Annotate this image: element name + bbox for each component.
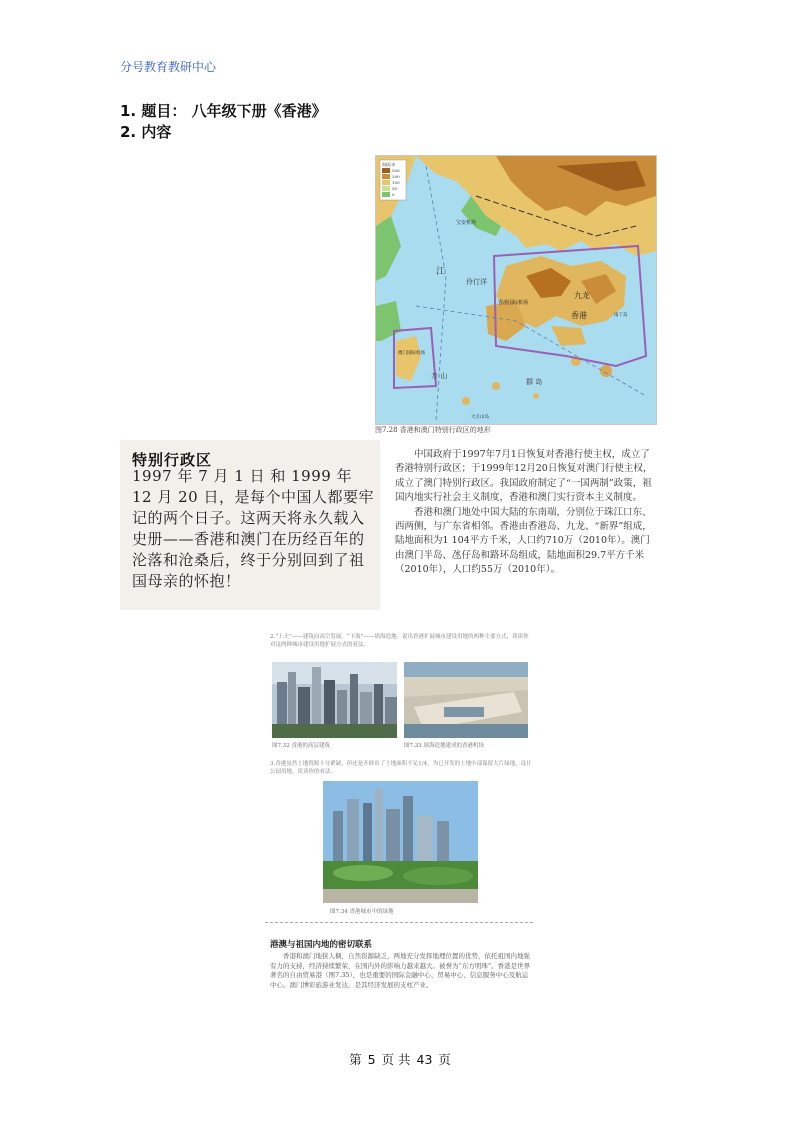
page-number: 5	[367, 1052, 376, 1067]
photo-reclaimed-airport	[404, 662, 528, 738]
special-region-right	[395, 448, 657, 578]
map-label-nanyue: 南丫岛	[614, 313, 628, 318]
map-label-lingding: 伶仃洋	[466, 278, 487, 286]
map-caption: 图7.28 香港和澳门特别行政区的地形	[375, 426, 491, 434]
legend-value: 500	[392, 168, 400, 173]
hk-macau-terrain-map	[375, 155, 657, 425]
right-paragraph-2: 香港和澳门地处中国大陆的东南端，分别位于珠江口东、西两侧，与广东省相邻。香港由香港岛、九龙、“新界”组成，陆地面积为1 104平方千米，人口约710万（2010年）。澳门由澳门半岛、氹仔岛和路环岛组成，陆地面积29.7平方千米（2010年），人口约55万（2010年）。	[395, 506, 652, 576]
special-region-body: 1997 年 7 月 1 日 和 1999 年 12 月 20 日，是每个中国人都要牢记的两个日子。这两天将永久载入史册——香港和澳门在历经百年的沦落和沧桑后，终于分别回到了祖国母亲的怀抱！	[132, 467, 374, 590]
footer-mid: 页 共	[381, 1052, 411, 1067]
map-legend-title: 海拔/米	[382, 162, 396, 167]
question-2-text: 2.“上天”——建筑向高空发展。“下海”——填海造地。说出香港扩展城市建设用地的两种主要方式，谈谈你对这两种城市建设用地扩展方式的看法。	[270, 634, 529, 648]
map-label-yuanshan: 大万山岛	[471, 415, 489, 420]
map-label-baoan: 宝安机场	[456, 220, 477, 226]
map-drawing	[376, 156, 656, 424]
content-heading: 2. 内容	[120, 123, 172, 141]
legend-value: 0	[392, 192, 395, 197]
legend-value: 100	[392, 180, 400, 185]
map-label-wanshan: 万 山	[431, 372, 448, 380]
footer-prefix: 第	[349, 1052, 362, 1067]
header-org: 分号教育教研中心	[120, 60, 217, 74]
caption-high-rise: 图7.32 香港的高层建筑	[272, 743, 330, 749]
page-footer	[0, 1050, 800, 1068]
legend-value: 50	[392, 186, 398, 191]
topic-heading: 1. 题目： 八年级下册《香港》	[120, 102, 327, 120]
question-3-text: 3.香港虽然土地资源十分紧缺，但还是开辟出了土地面积不足1/4，为已开发的土地中部保留大片绿地，设计公园用地，谈谈你的看法。	[270, 761, 532, 775]
legend-value: 200	[392, 174, 400, 179]
caption-greenland: 图7.34 香港城市中的绿地	[330, 909, 394, 915]
special-region-title: 特别行政区	[132, 451, 213, 469]
right-paragraph-1: 中国政府于1997年7月1日恢复对香港行使主权，成立了香港特别行政区；于1999年12月20日恢复对澳门行使主权，成立了澳门特别行政区。我国政府制定了“一国两制”政策，祖国内地实行社会主义制度，香港和澳门实行资本主义制度。	[395, 449, 653, 504]
photo-city-greenland	[323, 781, 478, 903]
footer-suffix: 页	[438, 1052, 451, 1067]
section-divider	[265, 922, 533, 923]
map-label-macau-airport: 澳门国际机场	[398, 351, 425, 356]
photo-high-rise-buildings	[272, 662, 397, 738]
caption-airport: 图7.33 填海造地建成的香港机场	[404, 743, 484, 749]
map-label-qundao: 群 岛	[526, 378, 543, 386]
map-label-river: 江	[436, 267, 446, 277]
map-label-hk: 香港	[571, 311, 587, 320]
total-pages: 43	[416, 1052, 433, 1067]
map-label-kowloon: 九龙	[574, 291, 590, 300]
map-label-hk-airport: 香港国际机场	[498, 300, 529, 306]
section-body: 香港和澳门地狭人稠，自然资源缺乏，两地充分发挥地理位置的优势，依托祖国内地强有力的支持，经济持续繁荣，在国内外的影响力越来越大。被誉为“东方明珠”。香港是世界著名的自由贸易港（图7.35），也是重要的国际金融中心、贸易中心、信息服务中心及航运中心。澳门博彩旅游业发达，是其经济发展的支柱产业。	[270, 952, 531, 989]
section-title: 港澳与祖国内地的密切联系	[270, 940, 373, 950]
